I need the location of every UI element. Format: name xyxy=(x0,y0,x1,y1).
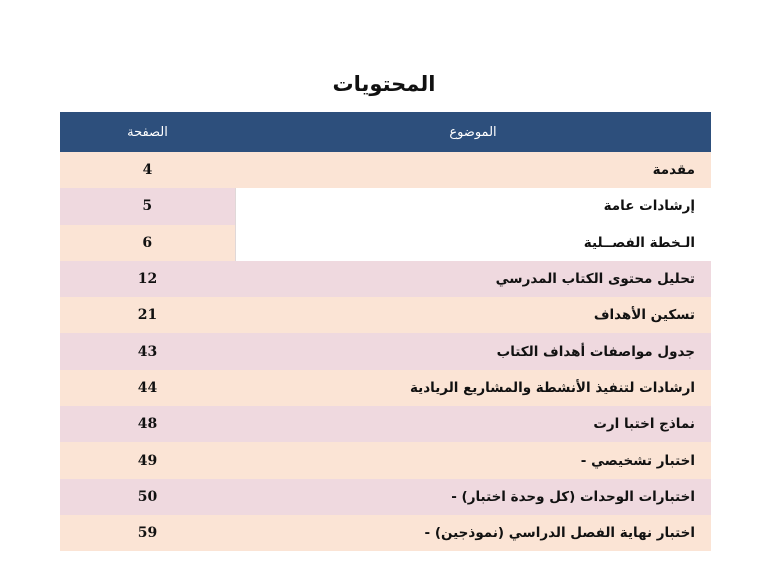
table-row xyxy=(60,515,711,551)
subject-column-header: الموضوع xyxy=(235,112,711,152)
table-row xyxy=(60,261,711,297)
subject-cell: - اختبارات الوحدات (كل وحدة اختبار) xyxy=(235,479,711,515)
table-row xyxy=(60,297,711,333)
table-row xyxy=(60,333,711,369)
page-number: 50 xyxy=(60,479,235,515)
subject-cell: الـخطة الفصــلية xyxy=(235,225,711,261)
page-number: 44 xyxy=(60,370,235,406)
page-number: 59 xyxy=(60,515,235,551)
page-number: 43 xyxy=(60,333,235,369)
subject-cell: نماذج اختبا ارت xyxy=(235,406,711,442)
page-number: 48 xyxy=(60,406,235,442)
page-number: 5 xyxy=(60,188,235,224)
subject-cell: تحليل محتوى الكتاب المدرسي xyxy=(235,261,711,297)
page-number: 4 xyxy=(60,152,235,188)
subject-cell: إرشادات عامة xyxy=(235,188,711,224)
table-row xyxy=(60,152,711,188)
table-row xyxy=(60,188,711,224)
table-row xyxy=(60,479,711,515)
table-row xyxy=(60,225,711,261)
subject-cell: تسكين الأهداف xyxy=(235,297,711,333)
page-number: 6 xyxy=(60,225,235,261)
table-row xyxy=(60,406,711,442)
subject-cell: ارشادات لتنفيذ الأنشطة والمشاريع الريادية xyxy=(235,370,711,406)
table-row xyxy=(60,370,711,406)
table-row xyxy=(60,442,711,478)
subject-cell: جدول مواصفات أهداف الكتاب xyxy=(235,333,711,369)
page-number: 12 xyxy=(60,261,235,297)
page-number: 49 xyxy=(60,442,235,478)
page-column-header: الصفحة xyxy=(60,112,235,152)
subject-cell: مقدمة xyxy=(235,152,711,188)
table-header-row xyxy=(60,112,711,152)
page-title: المحتويات xyxy=(332,72,436,96)
contents-table xyxy=(60,112,711,551)
page-number: 21 xyxy=(60,297,235,333)
subject-cell: - اختبار تشخيصي xyxy=(235,442,711,478)
subject-cell: - اختبار نهاية الفصل الدراسي (نموذجين) xyxy=(235,515,711,551)
